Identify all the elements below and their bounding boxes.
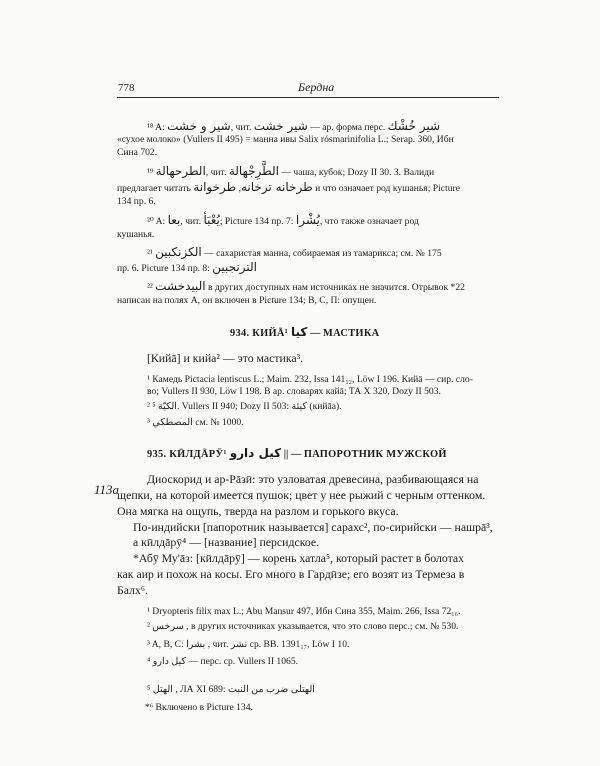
entry-935-body-line-5: *Абӯ Му'āз: [кӣлдāрӯ] — корень хатла⁵, который растет в болотах <box>133 551 465 565</box>
entry-935-note-3: ³ A, B, C: بشرا , чит. نشر ср. BB. 1391₁₇, Löw I 10. <box>147 639 350 650</box>
entry-935-note-1: ¹ Dryopteris filix max L.; Abu Mansur 497, Ибн Сина 355, Maim. 266, Issa 72₁₆. <box>147 606 461 617</box>
footnote-18-line-1: ¹⁸ A: شير و خشت, чит. شير خشت — ар. форма перс. شير خُشْك <box>147 119 441 133</box>
entry-935-body-line-1: Диоскорид и ар-Рāзӣ: это узловатая древесина, разбивающаяся на <box>147 472 479 486</box>
running-title: Бердна <box>298 80 335 94</box>
entry-935-heading: 935. КӢЛДĀРӮ¹ كيل دارو || — ПАПОРОТНИК МУЖСКОЙ <box>147 446 447 460</box>
entry-934-note-2: во; Vullers II 930, Löw I 198. В ар. словарях кайā; ТА X 320, Dozy II 503. <box>147 386 441 397</box>
header-rule <box>117 97 499 98</box>
page-number: 778 <box>118 82 135 94</box>
margin-folio-mark: 113а <box>94 482 120 497</box>
footnote-21-line-2: пр. 6. Picture 134 пр. 8: الترنجبين <box>117 260 257 274</box>
entry-935-note-2: ² سرخس , в других источниках указывается, что это слово перс.; см. № 530. <box>147 621 459 632</box>
entry-935-note-6: *⁶ Включено в Picture 134. <box>145 702 253 713</box>
footnote-18-line-3: Сина 702. <box>117 147 158 158</box>
entry-934-note-4: ³ المصطكي см. № 1000. <box>147 417 244 428</box>
footnote-22-line-1: ²² البيدخشت в других доступных нам источниках не значится. Отрывок *22 <box>147 279 465 293</box>
entry-935-body-line-7: Балх⁶. <box>117 583 148 597</box>
entry-935-note-4: ⁴ كيل دارو — перс. ср. Vullers II 1065. <box>147 656 299 667</box>
entry-935-body-line-2: щепки, на которой имеется пушок; цвет у нее рыжий с черным оттенком. <box>117 488 486 502</box>
footnote-22-line-2: написан на полях A, он включен в Picture 134; B, C, П: опущен. <box>117 295 377 306</box>
footnote-18-line-2: «сухое молоко» (Vullers II 495) = манна ивы Salix rósmarinifolia L.; Serap. 360, Ибн <box>117 134 454 145</box>
entry-934-note-1: ¹ Камедь Pictacia lentiscus L.; Maim. 232, Issa 141₁₂, Löw I 196. Кийā — сир. сло- <box>147 374 473 385</box>
entry-934-note-3: ² الكيّة ⁵. Vullers II 940; Dozy II 503: كيئة (кийāа). <box>147 401 342 412</box>
footnote-20-line-2: кушанья. <box>117 229 155 240</box>
footnote-19-line-2: предлагает читать طرخانه ترخانه, طرخوانة и что означает род кушанья; Picture <box>117 180 460 194</box>
entry-935-body-line-6: как аир и похож на косы. Его много в Гардӣзе; его возят из Термеза в <box>117 567 465 581</box>
footnote-21-line-1: ²¹ الكزنكبين — сахаристая манна, собираемая из тамарикса; см. № 175 <box>147 245 442 259</box>
entry-935-body-line-4: По-индийски [папоротник называется] сарахс², по-сирийски — нашрā³, а кӣлдāрӯ⁴ — [название] персидское. <box>133 520 493 549</box>
footnote-19-line-1: ¹⁹ الطرحهالة, чит. الطَّرِجْهالة — чаша, кубок; Dozy II 30. З. Валиди <box>147 164 435 178</box>
entry-935-body-line-3: Она мягка на ощупь, тверда на разлом и горького вкуса. <box>117 504 399 518</box>
entry-935-note-5: ⁵ الهتل , ЛА XI 689: الهتلى ضرب من النبت <box>147 684 315 695</box>
entry-934-heading: 934. КИЙĀ¹ كيا — МАСТИКА <box>230 325 380 339</box>
footnote-19-line-3: 134 пр. 6. <box>117 196 156 207</box>
footnote-20-line-1: ²⁰ A: بعا, чит. يُعْبَأ; Picture 134 пр. 7: يُشْرا, что также означает род <box>147 213 419 227</box>
entry-934-body: [Кийā] и кийа² — это мастика³. <box>147 351 304 365</box>
